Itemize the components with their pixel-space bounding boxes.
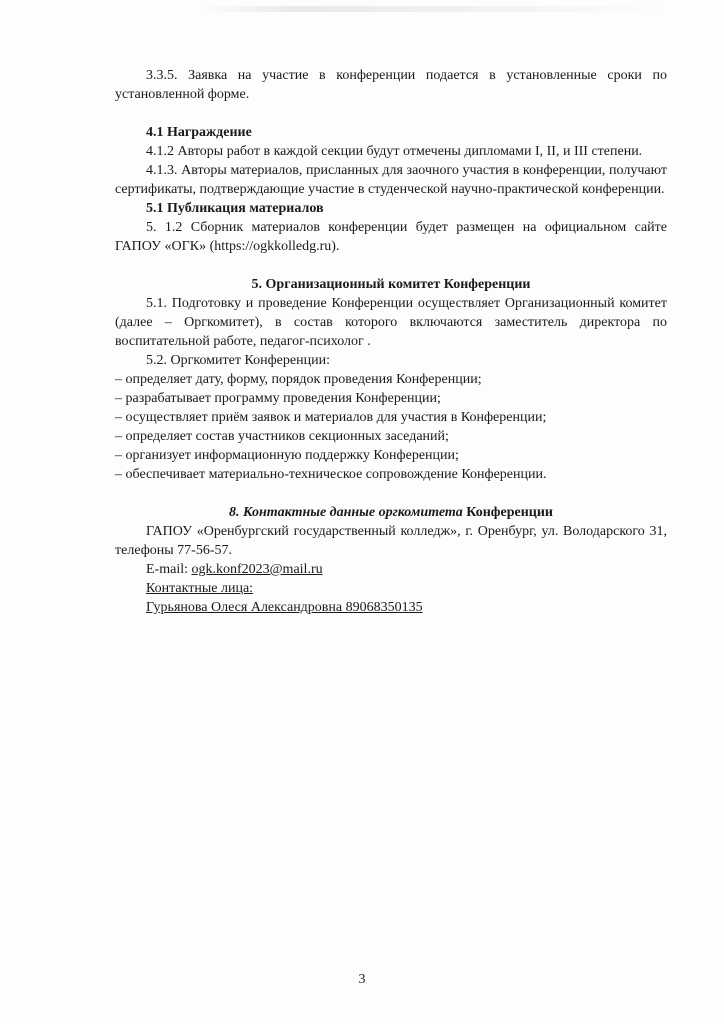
paragraph-contacts-address: ГАПОУ «Оренбургский государственный колледж», г. Оренбург, ул. Володарского 31, телефоны 77-56-57. [115,524,667,558]
duty-item: – обеспечивает материально-техническое сопровождение Конференции. [115,467,547,482]
paragraph-5-1-2: 5. 1.2 Сборник материалов конференции будет размещен на официальном сайте ГАПОУ «ОГК» (https://ogkkolledg.ru). [115,220,667,254]
duty-item: – разрабатывает программу проведения Конференции; [115,391,441,406]
paragraph-3-3-5: 3.3.5. Заявка на участие в конференции подается в установленные сроки по установленной форме. [115,68,667,102]
duty-item: – осуществляет приём заявок и материалов для участия в Конференции; [115,410,547,425]
paragraph-5-1: 5.1. Подготовку и проведение Конференции осуществляет Организационный комитет (далее – Оргкомитет), в состав которого включаются заместитель директора по воспитательной работе, педагог-психолог . [115,296,667,349]
paragraph-4-1-2: 4.1.2 Авторы работ в каждой секции будут отмечены дипломами I, II, и III степени. [146,144,643,159]
contacts-label-text: Контактные лица: [146,581,254,596]
duty-item: – определяет состав участников секционных заседаний; [115,429,449,444]
contact-person [115,598,667,617]
duty-item: – организует информационную поддержку Конференции; [115,448,459,463]
email-label: E-mail: [146,562,192,577]
document-body [115,66,667,617]
duty-item: – определяет дату, форму, порядок проведения Конференции; [115,372,482,387]
heading-awards: 4.1 Награждение [146,125,252,140]
heading-org-committee: 5. Организационный комитет Конференции [251,277,531,292]
contact-person-text: Гурьянова Олеся Александровна 89068350135 [146,600,423,615]
heading-contacts-rest: Конференции [462,505,553,520]
page-number: 3 [358,972,366,987]
scan-artifact [200,6,670,12]
heading-publication: 5.1 Публикация материалов [146,201,324,216]
paragraph-4-1-3: 4.1.3. Авторы материалов, присланных для заочного участия в конференции, получают сертификаты, подтверждающие участие в студенческой научно-практической конференции. [115,163,667,197]
paragraph-5-2: 5.2. Оргкомитет Конференции: [146,353,330,368]
email-link[interactable]: ogk.konf2023@mail.ru [191,562,323,577]
contacts-label [115,579,667,598]
heading-contacts-italic: 8. Контактные данные оргкомитета [229,505,463,520]
email-line [115,560,667,579]
heading-contacts [115,503,667,522]
